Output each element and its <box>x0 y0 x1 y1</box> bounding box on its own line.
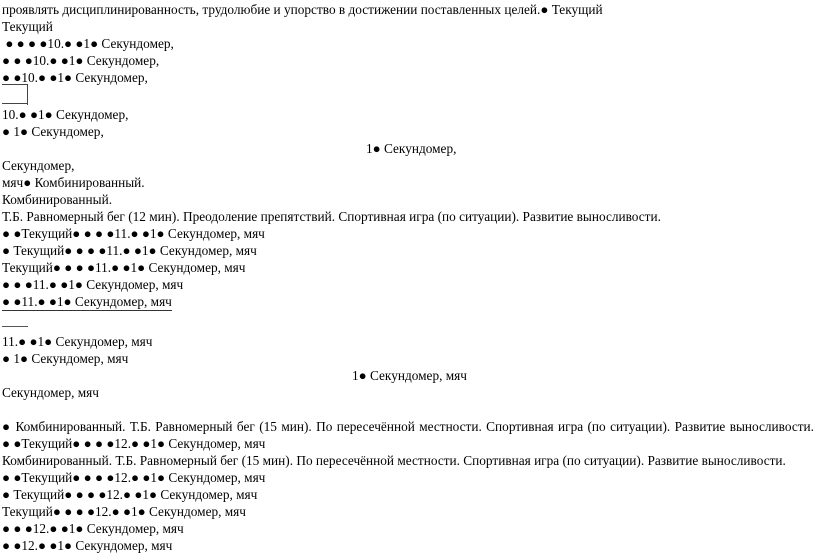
text-line-12a: ● ●Текущий● ● ● ●12.● ●1● Секундомер, мяч <box>2 436 266 451</box>
text-line-12b: ● ●Текущий● ● ● ●12.● ●1● Секундомер, мяч <box>2 470 266 485</box>
text-line-run-12min: Т.Б. Равномерный бег (12 мин). Преодоление препятствий. Спортивная игра (по ситуации). Развитие выносливости. <box>2 209 661 224</box>
text-line-11d: ● ● ●11.● ●1● Секундомер, мяч <box>2 277 184 292</box>
text-line-stopwatch-10d: 10.● ●1● Секундомер, <box>2 107 129 122</box>
text-line-12f: ● ●12.● ●1● Секундомер, мяч <box>2 538 173 553</box>
text-line-run-15min-justified: ● Комбинированный. Т.Б. Равномерный бег (15 мин). По пересечённой местности. Спортивная игра (по ситуации). Развитие выносливости. <box>2 419 814 434</box>
text-line-combined: Комбинированный. <box>2 192 113 207</box>
text-line-11b: ● Текущий● ● ● ●11.● ●1● Секундомер, мяч <box>2 243 257 258</box>
text-line-11a: ● ●Текущий● ● ● ●11.● ●1● Секундомер, мяч <box>2 226 265 241</box>
text-line-11c: Текущий● ● ● ●11.● ●1● Секундомер, мяч <box>2 260 246 275</box>
text-line-stopwatch-1a: ● 1● Секундомер, <box>2 124 104 139</box>
text-line-stopwatch: Секундомер, <box>2 158 75 173</box>
text-line-goals: проявлять дисциплинированность, трудолюбие и упорство в достижении поставленных целей.● Текущий <box>2 2 603 17</box>
text-line-stopwatch-10a: ● ● ● ●10.● ●1● Секундомер, <box>2 36 174 51</box>
divider-rule <box>2 326 28 327</box>
text-line-stopwatch-10c: ● ●10.● ●1● Секундомер, <box>2 70 148 85</box>
text-line-stopwatch-centered: 1● Секундомер, <box>366 141 457 156</box>
text-line-run-15min: Комбинированный. Т.Б. Равномерный бег (15 мин). По пересечённой местности. Спортивная игра (по ситуации). Развитие выносливости. <box>2 453 786 468</box>
table-cell-box <box>2 84 28 104</box>
text-line-current: Текущий <box>2 19 53 34</box>
text-line-stopwatch-ball: Секундомер, мяч <box>2 385 99 400</box>
text-line-11g: ● 1● Секундомер, мяч <box>2 351 129 366</box>
text-line-11e: ● ●11.● ●1● Секундомер, мяч <box>2 294 172 309</box>
text-line-ball-combined: мяч● Комбинированный. <box>2 175 145 190</box>
text-line-12e: ● ● ●12.● ●1● Секундомер, мяч <box>2 521 184 536</box>
text-line-12d: Текущий● ● ● ●12.● ●1● Секундомер, мяч <box>2 504 246 519</box>
text-line-12c: ● Текущий● ● ● ●12.● ●1● Секундомер, мяч <box>2 487 258 502</box>
text-line-11-centered: 1● Секундомер, мяч <box>352 368 467 383</box>
text-line-stopwatch-10b: ● ● ●10.● ●1● Секундомер, <box>2 53 160 68</box>
text-line-11f: 11.● ●1● Секундомер, мяч <box>2 334 153 349</box>
